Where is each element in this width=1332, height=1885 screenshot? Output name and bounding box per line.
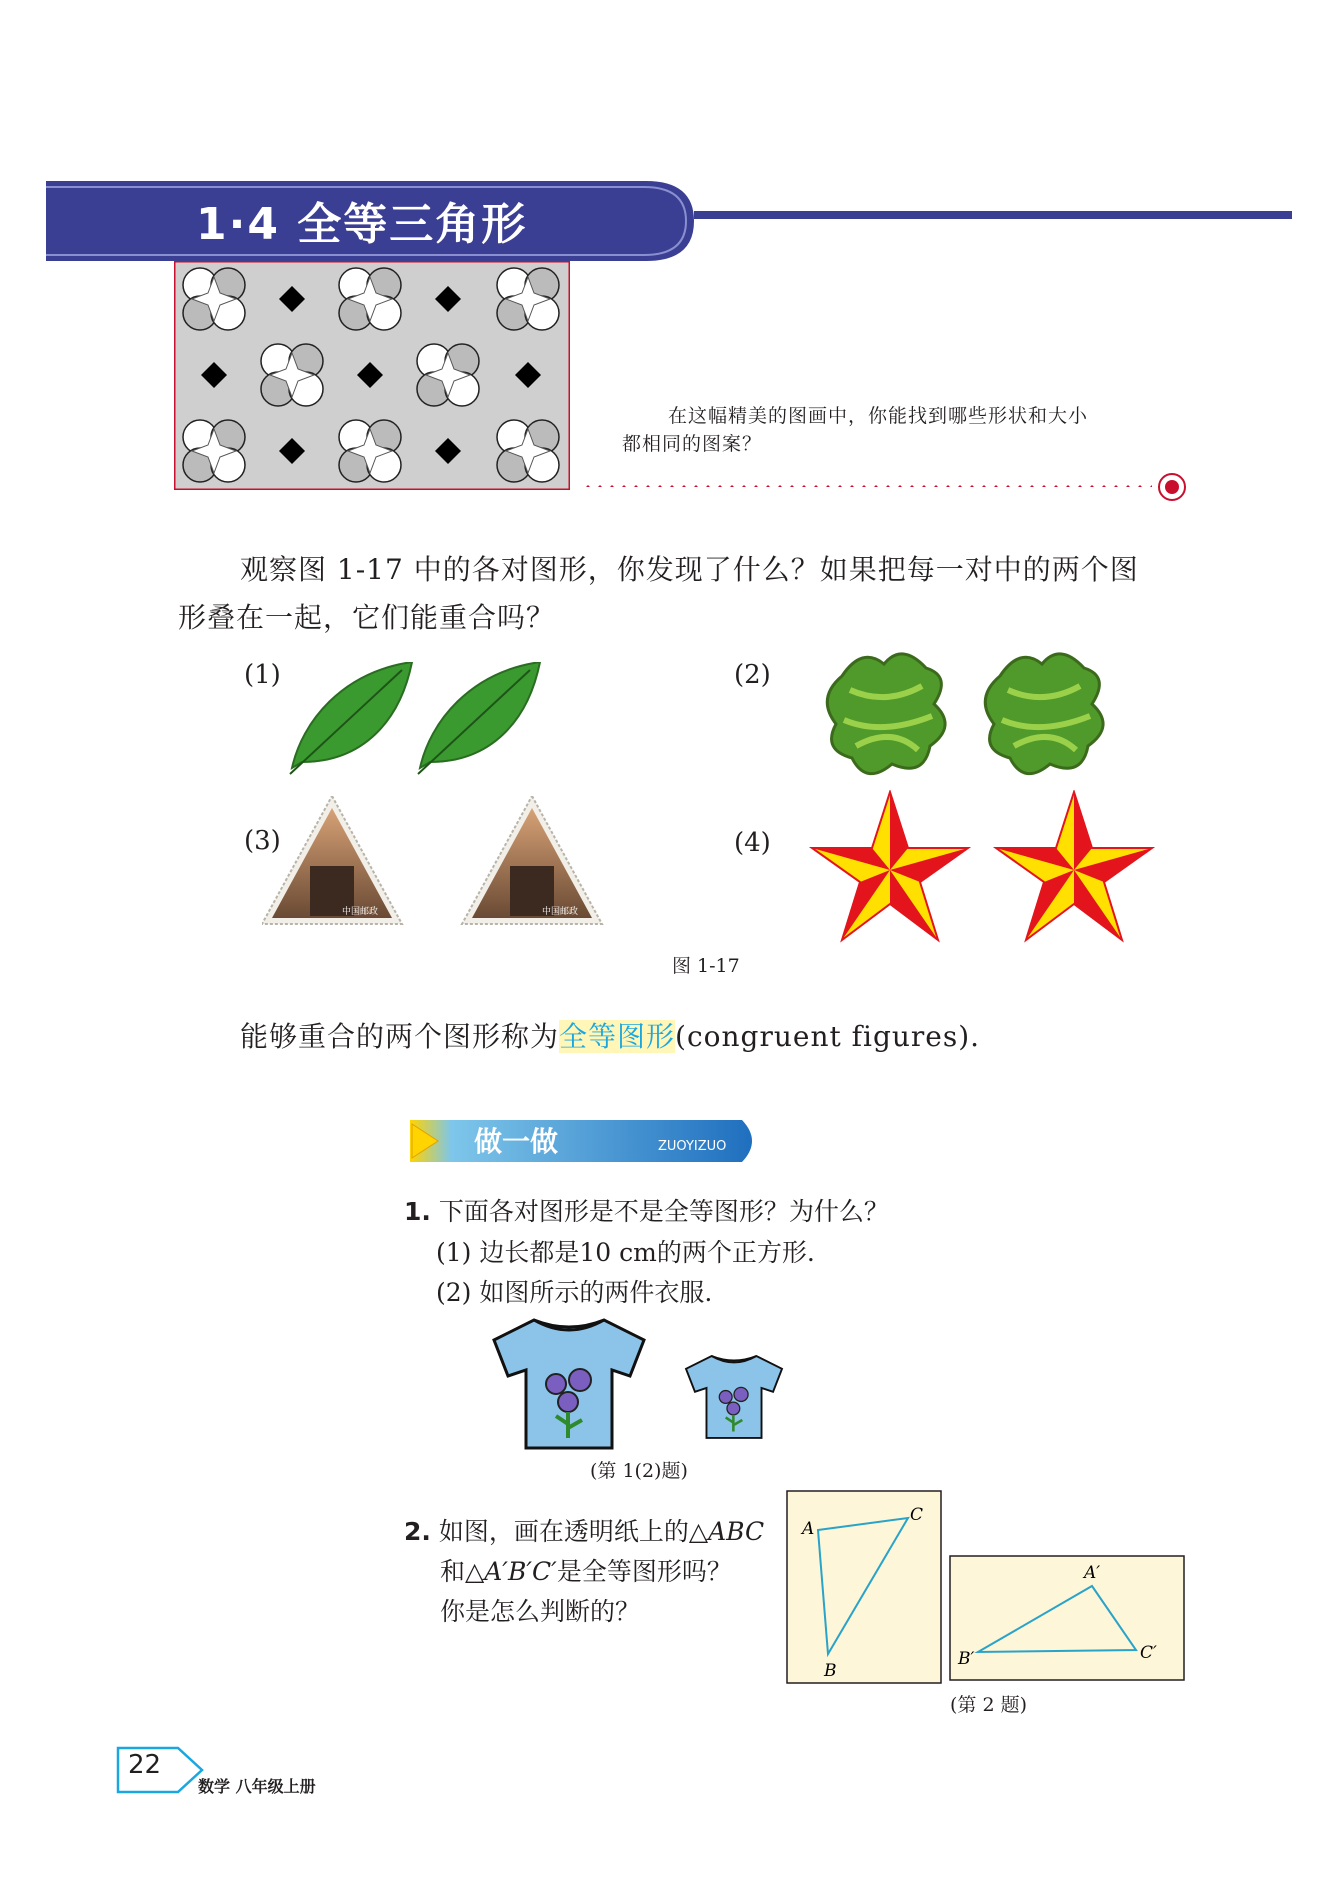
exercise-1-question — [404, 1192, 889, 1232]
two-shirts-image — [490, 1318, 790, 1450]
exercise-2-line-1 — [404, 1512, 764, 1552]
definition-after: (congruent figures). — [675, 1020, 981, 1053]
triangle-abc-label: ABC — [708, 1517, 765, 1546]
point-c-prime: C′ — [1140, 1643, 1157, 1663]
exercise-2-caption: (第 2 题) — [950, 1694, 1027, 1716]
figure-label-3: (3) — [244, 826, 281, 856]
exercise-2-line-1-prefix: 如图，画在透明纸上的△ — [438, 1517, 709, 1546]
figure-label-2: (2) — [734, 660, 771, 690]
exercise-2-line-2-prefix: 和△ — [440, 1557, 485, 1586]
stamp-pair-image — [262, 796, 622, 930]
footer-book-title: 数学 八年级上册 — [198, 1777, 316, 1796]
triangles-diagram — [786, 1490, 1186, 1686]
figure-1-17-caption: 图 1-17 — [672, 955, 740, 977]
activity-pinyin: ZUOYIZUO — [658, 1139, 727, 1154]
dotted-rule — [582, 485, 1152, 487]
exercise-2-number: 2. — [404, 1517, 431, 1546]
point-a: A — [802, 1519, 815, 1539]
puzzle-pair-image — [820, 642, 1120, 784]
leaf-pair-image — [282, 662, 542, 778]
section-title: 1·4 全等三角形 — [196, 199, 528, 250]
star-pair-image — [808, 790, 1168, 946]
activity-title: 做一做 — [474, 1125, 559, 1158]
exercise-1-text: 下面各对图形是不是全等图形？为什么？ — [438, 1197, 889, 1226]
exercise-2-line-2 — [440, 1552, 732, 1592]
intro-line-1: 在这幅精美的图画中，你能找到哪些形状和大小 — [668, 405, 1089, 427]
exercise-1-item-2: (2) 如图所示的两件衣服. — [436, 1278, 713, 1307]
definition-before: 能够重合的两个图形称为 — [240, 1020, 560, 1053]
activity-banner — [408, 1118, 764, 1164]
exercise-1-caption: (第 1(2)题) — [590, 1460, 688, 1482]
figure-label-1: (1) — [244, 660, 281, 690]
page-number: 22 — [128, 1750, 162, 1780]
definition-paragraph — [240, 1013, 980, 1061]
point-c: C — [910, 1505, 924, 1525]
stamp-text-1: 中国邮政 — [342, 907, 379, 917]
exercise-2-line-3: 你是怎么判断的？ — [440, 1597, 641, 1626]
congruent-figures-term: 全等图形 — [559, 1020, 676, 1053]
banner-rule — [694, 211, 1292, 219]
triangle-abc-prime-label: A′B′C′ — [484, 1557, 557, 1586]
exercise-1-number: 1. — [404, 1197, 431, 1226]
figure-label-4: (4) — [734, 828, 771, 858]
tile-pattern-image — [174, 261, 570, 490]
target-icon — [1157, 472, 1187, 502]
point-a-prime: A′ — [1084, 1563, 1101, 1583]
intro-text — [622, 402, 1142, 458]
paragraph-1-line-2: 形叠在一起，它们能重合吗？ — [178, 601, 556, 634]
stamp-text-2: 中国邮政 — [542, 907, 579, 917]
exercise-1-item-1: (1) 边长都是10 cm的两个正方形. — [436, 1238, 815, 1267]
intro-line-2: 都相同的图案？ — [622, 433, 763, 455]
exercise-2-line-2-suffix: 是全等图形吗？ — [556, 1557, 732, 1586]
point-b-prime: B′ — [958, 1649, 975, 1669]
point-b: B — [824, 1661, 837, 1681]
paragraph-1-line-1: 观察图 1-17 中的各对图形，你发现了什么？如果把每一对中的两个图 — [240, 553, 1139, 586]
